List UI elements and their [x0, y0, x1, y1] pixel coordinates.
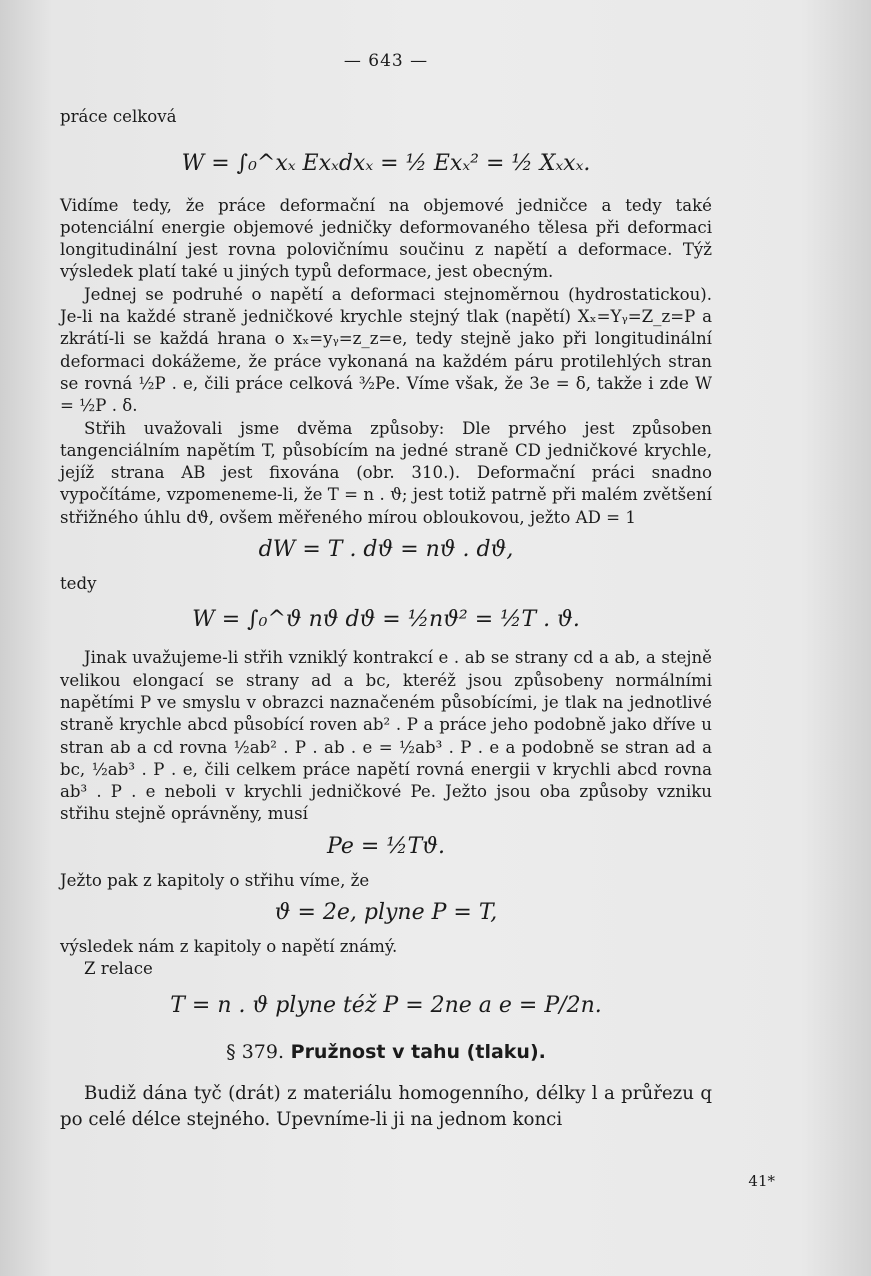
- page-content: [60, 40, 712, 1133]
- equation: dW = T . dϑ = nϑ . dϑ,: [258, 537, 514, 563]
- equation: T = n . ϑ plyne též P = 2ne a e = P/2n.: [170, 992, 602, 1018]
- paragraph: Z relace: [84, 959, 153, 979]
- section-number: § 379.: [226, 1040, 285, 1063]
- section-title: Pružnost v tahu (tlaku).: [290, 1040, 546, 1063]
- page-number: — 643 —: [343, 51, 429, 71]
- equation: Pe = ½Tϑ.: [327, 833, 445, 859]
- paragraph: Střih uvažovali jsme dvěma způsoby: Dle prvého jest způsoben tangenciálním napětím T, působícím na jedné straně CD jedničkové krychle, jejíž strana AB jest fixována (obr. 310.). Deformační práci snadno vypočítáme, vzpomeneme-li, že T = n . ϑ; jest totiž patrně při malém zvětšení střižného úhlu dϑ, ovšem měřeného mírou obloukovou, ježto AD = 1: [60, 418, 712, 527]
- paragraph: Ježto pak z kapitoly o střihu víme, že: [60, 870, 370, 890]
- text-line: práce celková: [60, 107, 177, 127]
- equation: ϑ = 2e, plyne P = T,: [274, 900, 498, 926]
- equation: W = ∫₀^ϑ nϑ dϑ = ½nϑ² = ½T . ϑ.: [192, 607, 580, 633]
- signature-mark: 41*: [748, 1172, 775, 1190]
- paragraph: Jinak uvažujeme-li střih vzniklý kontrakcí e . ab se strany cd a ab, a stejně velikou elongací se strany ad a bc, kteréž jsou způsobeny normálními napětími P ve smyslu v obrazci naznačeném působícími, je tlak na jednotlivé straně krychle abcd působící roven ab² . P a práce jeho podobně jako dříve u stran ab a cd rovna ½ab² . P . ab . e = ½ab³ . P . e a podobně se stran ad a bc, ½ab³ . P . e, čili celkem práce napětí rovná energii v krychli abcd rovna ab³ . P . e neboli v krychli jedničkové Pe. Ježto jsou oba způsoby vzniku střihu stejně oprávněny, musí: [60, 648, 712, 824]
- paragraph: výsledek nám z kapitoly o napětí známý.: [60, 937, 398, 957]
- paragraph: Jednej se podruhé o napětí a deformaci stejnoměrnou (hydrostatickou). Je-li na každé straně jedničkové krychle stejný tlak (napětí) Xₓ=Yᵧ=Z_z=P a zkrátí-li se každá hrana o xₓ=yᵧ=z_z=e, tedy stejně jako při longitudinální deformaci dokážeme, že práce vykonaná na každém páru protilehlých stran se rovná ½P . e, čili práce celková ³⁄₂Pe. Víme však, že 3e = δ, takže i zde W = ½P . δ.: [60, 284, 712, 416]
- text-line: tedy: [60, 574, 97, 594]
- paragraph: Budiž dána tyč (drát) z materiálu homogenního, délky l a průřezu q po celé délce stejného. Upevníme-li ji na jednom konci: [60, 1082, 712, 1130]
- equation: W = ∫₀^xₓ Exₓdxₓ = ½ Exₓ² = ½ Xₓxₓ.: [181, 150, 591, 176]
- paragraph: Vidíme tedy, že práce deformační na objemové jedničce a tedy také potenciální energie objemové jedničky deformovaného tělesa při deformaci longitudinální jest rovna polovičnímu součinu z napětí a deformace. Týž výsledek platí také u jiných typů deformace, jest obecným.: [60, 195, 712, 282]
- section-heading: [60, 1041, 712, 1063]
